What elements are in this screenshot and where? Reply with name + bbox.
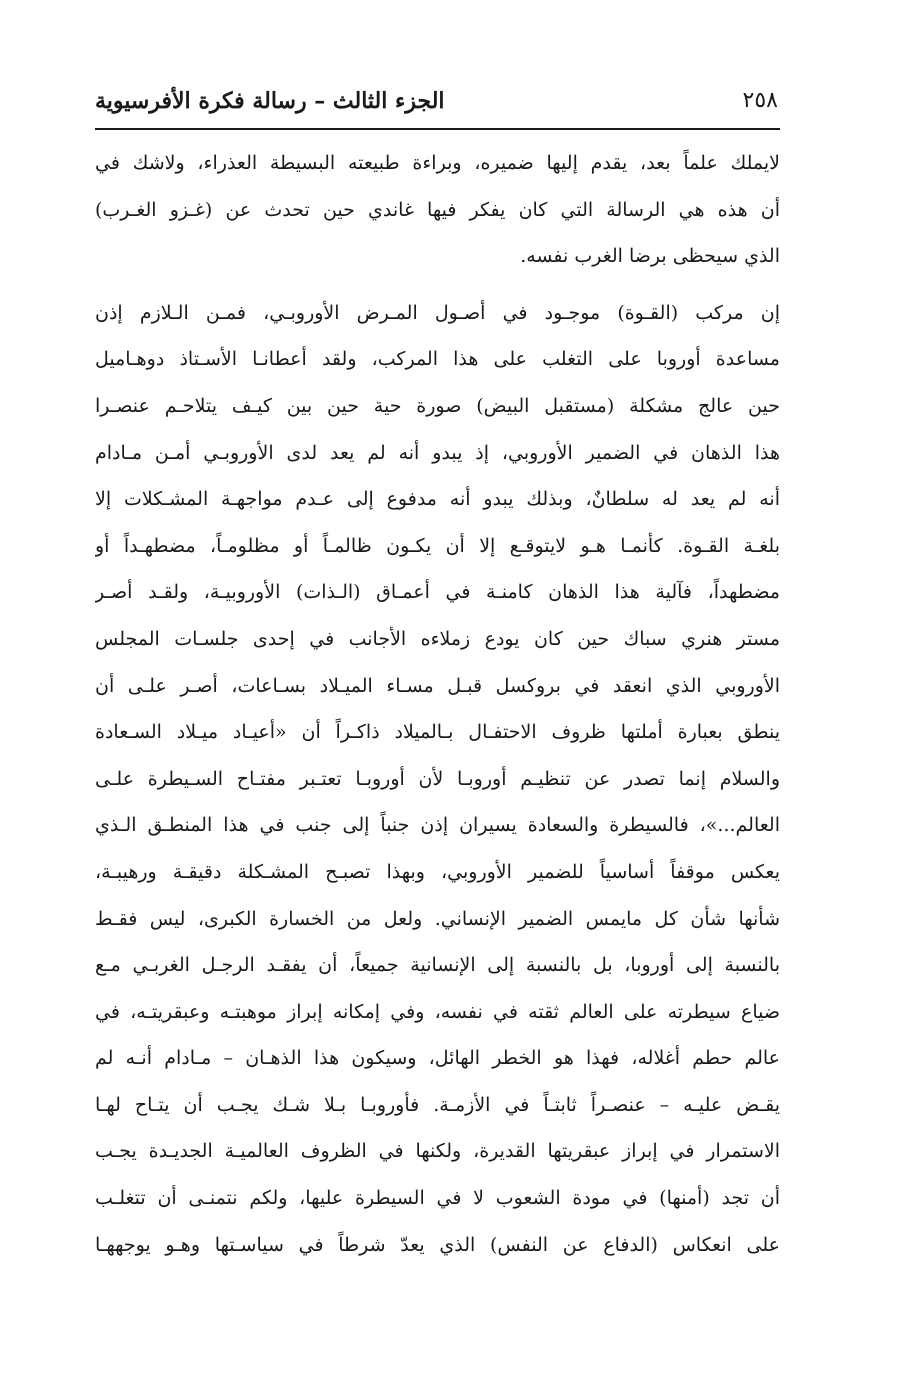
paragraph-1 — [95, 140, 780, 280]
text-line: أن هذه هي الرسالة التي كان يفكر فيها غاندي حين تحدث عن (غـزو الغـرب) — [95, 198, 780, 221]
text-line: العالم...»، فالسيطرة والسعادة يسيران إذن جنباً إلى جنب في هذا المنطـق الـذي — [95, 814, 780, 837]
text-line: هذا الذهان في الضمير الأوروبي، إذ يبدو أنه لم يعد لدى الأوروبـي أمـن مـادام — [95, 441, 780, 464]
text-line: ينطق بعبارة أملتها ظروف الاحتفـال بـالميلاد ذاكـراً أن «أعيـاد ميـلاد السـعادة — [95, 721, 780, 744]
text-line: بالنسبة إلى أوروبا، بل بالنسبة إلى الإنسانية جميعاً، أن يفقـد الرجـل الغربـي مـع — [95, 954, 780, 977]
paragraph-2 — [95, 290, 780, 1268]
text-line: ضياع سيطرته على العالم ثقته في نفسه، وفي إمكانه إبراز موهبتـه وعبقريتـه، في — [95, 1000, 780, 1023]
running-title: الجزء الثالث – رسالة فكرة الأفرسيوية — [95, 88, 445, 114]
text-line: الذي سيحظى برضا الغرب نفسه. — [520, 245, 780, 268]
text-line: مساعدة أوروبا على التغلب على هذا المركب، ولقد أعطانـا الأسـتاذ دوهـاميل — [95, 348, 780, 371]
book-page — [95, 78, 780, 1268]
text-line: على انعكاس (الدفاع عن النفس) الذي يعدّ شرطاً في سياسـتها وهـو يوجههـا — [95, 1233, 780, 1256]
page-header — [95, 78, 780, 130]
text-line: عالم حطم أغلاله، فهذا هو الخطر الهائل، وسيكون هذا الذهـان – مـادام أنـه لم — [95, 1047, 780, 1070]
text-line: يعكس موقفاً أساسياً للضمير الأوروبي، وبهذا تصبـح المشـكلة دقيقـة ورهيبـة، — [95, 860, 780, 883]
text-line: مضطهداً، فآلية هذا الذهان كامنـة في أعمـاق (الـذات) الأوروبيـة، ولقـد أصـر — [95, 581, 780, 604]
text-line: أنه لم يعد له سلطانٌ، وبذلك يبدو أنه مدفوع إلى عـدم مواجهـة المشـكلات إلا — [95, 488, 780, 511]
paragraph-gap — [95, 280, 780, 290]
text-line: والسلام إنما تصدر عن تنظيـم أوروبـا لأن أوروبـا تعتـبر مفتـاح السـيطرة علـى — [95, 767, 780, 790]
text-line: الأوروبي الذي انعقد في بروكسل قبـل مسـاء الميـلاد بسـاعات، أصـر علـى أن — [95, 674, 780, 697]
text-line: شأنها شأن كل مايمس الضمير الإنساني. ولعل من الخسارة الكبرى، ليس فقـط — [95, 907, 780, 930]
text-line: إن مركب (القـوة) موجـود في أصـول المـرض الأوروبـي، فمـن الـلازم إذن — [95, 301, 780, 324]
text-line: الاستمرار في إبراز عبقريتها القديرة، ولكنها في الظروف العالميـة الجديـدة يجـب — [95, 1140, 780, 1163]
text-line: بلغـة القـوة. كأنمـا هـو لايتوقـع إلا أن يكـون ظالمـاً أو مظلومـاً، مضطهـداً أو — [95, 534, 780, 557]
body-text — [95, 140, 780, 1268]
text-line: لايملك علماً بعد، يقدم إليها ضميره، وبراءة طبيعته البسيطة العذراء، ولاشك في — [95, 152, 780, 174]
text-line: أن تجد (أمنها) في مودة الشعوب لا في السيطرة عليها، ولكم نتمنـى أن تتغلـب — [95, 1187, 780, 1210]
text-line: مستر هنري سباك حين كان يودع زملاءه الأجانب في إحدى جلسـات المجلس — [95, 627, 780, 650]
text-line: يقـض عليـه – عنصـراً ثابتـاً في الأزمـة. فأوروبـا بـلا شـك يجـب أن يتـاح لهـا — [95, 1093, 780, 1116]
page-number: ٢٥٨ — [742, 88, 778, 113]
text-line: حين عالج مشكلة (مستقبل البيض) صورة حية حين بين كيـف يتلاحـم عنصـرا — [95, 394, 780, 417]
